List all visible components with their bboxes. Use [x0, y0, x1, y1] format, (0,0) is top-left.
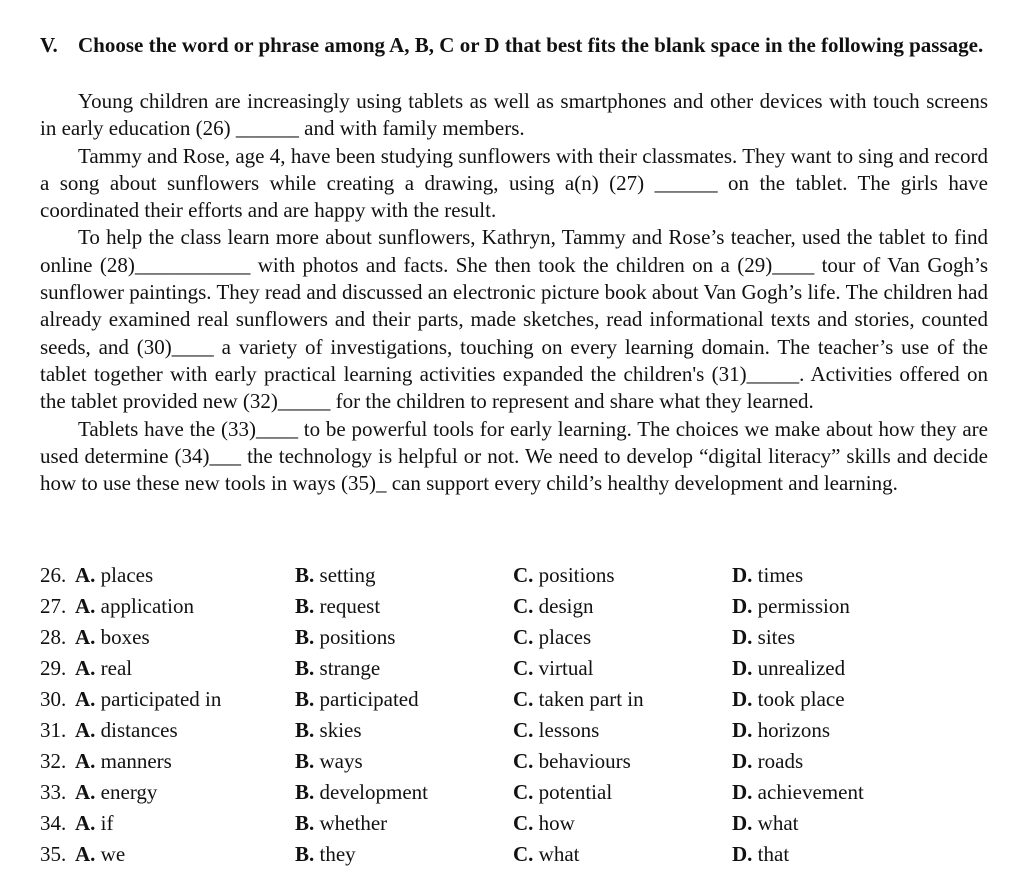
option-text: places	[538, 625, 592, 649]
option-text: they	[319, 842, 356, 866]
option-b[interactable]	[295, 560, 376, 591]
question-number: 32.	[40, 749, 67, 773]
option-c[interactable]	[513, 591, 594, 622]
paragraph-3	[40, 224, 988, 415]
option-a[interactable]	[75, 684, 221, 715]
option-a[interactable]	[75, 591, 194, 622]
option-letter: C.	[513, 625, 534, 649]
option-text: ways	[319, 749, 363, 773]
option-text: what	[538, 842, 580, 866]
option-text: positions	[319, 625, 396, 649]
option-text: how	[538, 811, 575, 835]
option-c[interactable]	[513, 808, 575, 839]
passage-text: tour of Van Gogh’s sunflower paintings. They read and discussed an electronic picture book about Van Gogh’s life. The children had already examined real sunflowers and their parts, made sketches, read informational texts and stories, counted seeds, and (30)	[40, 252, 988, 359]
answer-blank: ___	[209, 443, 242, 468]
answer-blank: _____	[746, 361, 800, 386]
option-letter: B.	[295, 718, 315, 742]
option-a[interactable]	[75, 622, 150, 653]
option-letter: D.	[732, 594, 753, 618]
question-number: 31.	[40, 718, 67, 742]
option-d[interactable]	[732, 777, 864, 808]
option-text: we	[100, 842, 126, 866]
section-heading	[40, 32, 990, 58]
option-b[interactable]	[295, 808, 387, 839]
option-d[interactable]	[732, 839, 789, 870]
option-letter: D.	[732, 749, 753, 773]
option-a[interactable]	[75, 653, 132, 684]
question-number: 27.	[40, 594, 67, 618]
option-c[interactable]	[513, 777, 612, 808]
option-letter: A.	[75, 842, 96, 866]
answer-blank: ____	[256, 416, 298, 441]
option-c[interactable]	[513, 839, 580, 870]
option-letter: B.	[295, 594, 315, 618]
question-row	[40, 591, 988, 622]
answer-blank: ______	[654, 170, 718, 195]
passage-text: Tammy and Rose, age 4, have been studying sunflowers with their classmates. They want to sing and record a song about sunflowers while creating a drawing, using a(n) (27)	[40, 143, 988, 195]
option-b[interactable]	[295, 839, 356, 870]
option-letter: C.	[513, 842, 534, 866]
question-number: 35.	[40, 842, 67, 866]
option-d[interactable]	[732, 715, 830, 746]
option-letter: B.	[295, 687, 315, 711]
option-text: unrealized	[757, 656, 846, 680]
paragraph-2	[40, 143, 988, 225]
answer-blank: ______	[235, 116, 299, 141]
option-text: positions	[538, 563, 615, 587]
answer-blank: ___	[782, 252, 815, 277]
option-b[interactable]	[295, 622, 395, 653]
option-letter: A.	[75, 749, 96, 773]
option-text: sites	[757, 625, 796, 649]
paragraph-1	[40, 88, 988, 143]
passage-text: Tablets have the (33)	[78, 416, 256, 441]
passage-text: for the children to represent and share what they learned.	[330, 389, 814, 414]
option-letter: D.	[732, 718, 753, 742]
option-b[interactable]	[295, 684, 419, 715]
question-row	[40, 839, 988, 870]
question-row	[40, 808, 988, 839]
option-text: setting	[319, 563, 376, 587]
option-text: times	[757, 563, 804, 587]
option-text: distances	[100, 718, 178, 742]
option-b[interactable]	[295, 777, 428, 808]
option-d[interactable]	[732, 591, 850, 622]
option-a[interactable]	[75, 715, 178, 746]
answer-blank: ____	[171, 334, 214, 359]
option-letter: C.	[513, 811, 534, 835]
option-a[interactable]	[75, 839, 125, 870]
option-text: taken part in	[538, 687, 644, 711]
option-text: behaviours	[538, 749, 631, 773]
passage-text: can support every child’s healthy development and learning.	[386, 471, 898, 496]
passage-text: and with family members.	[298, 116, 525, 141]
option-c[interactable]	[513, 746, 631, 777]
option-letter: A.	[75, 625, 96, 649]
passage-text: to be powerful tools for early learning. The choices we make about how they are used determine (34)	[40, 416, 988, 468]
option-letter: A.	[75, 687, 96, 711]
question-number: 26.	[40, 563, 67, 587]
option-c[interactable]	[513, 715, 599, 746]
option-letter: A.	[75, 780, 96, 804]
option-text: that	[757, 842, 790, 866]
option-letter: A.	[75, 718, 96, 742]
option-letter: B.	[295, 780, 315, 804]
option-b[interactable]	[295, 653, 380, 684]
option-text: development	[319, 780, 428, 804]
option-text: request	[319, 594, 381, 618]
question-number: 33.	[40, 780, 67, 804]
option-b[interactable]	[295, 746, 363, 777]
option-letter: C.	[513, 718, 534, 742]
option-text: took place	[757, 687, 845, 711]
passage-text: the technology is helpful or not. We need to develop “digital literacy” skills and decide how to use these new tools in ways (35)	[40, 443, 988, 496]
option-letter: C.	[513, 749, 534, 773]
passage-text: Young children are increasingly using tablets as well as smartphones and other devices with touch screens in early education (26)	[40, 89, 988, 141]
passage-text: with photos and facts. She then took the children on a (29)_	[250, 252, 783, 277]
option-d[interactable]	[732, 560, 803, 591]
question-row	[40, 715, 988, 746]
option-c[interactable]	[513, 560, 615, 591]
passage-text: . Activities offered on the tablet provided new (32)	[40, 361, 988, 414]
option-letter: B.	[295, 656, 315, 680]
option-letter: B.	[295, 749, 315, 773]
option-letter: D.	[732, 687, 753, 711]
option-letter: C.	[513, 656, 534, 680]
option-text: skies	[319, 718, 362, 742]
question-number: 28.	[40, 625, 67, 649]
option-d[interactable]	[732, 808, 799, 839]
answer-blank: _	[375, 471, 387, 496]
reading-passage	[40, 88, 988, 497]
option-letter: A.	[75, 811, 96, 835]
passage-text: a variety of investigations, touching on every learning domain. The teacher’s use of the tablet together with early practical learning activities expanded the children's (31)	[40, 334, 988, 386]
option-letter: D.	[732, 811, 753, 835]
option-letter: C.	[513, 687, 534, 711]
option-c[interactable]	[513, 622, 591, 653]
option-b[interactable]	[295, 591, 380, 622]
option-text: horizons	[757, 718, 830, 742]
answer-blank: ___________	[134, 252, 251, 277]
option-text: places	[100, 563, 154, 587]
option-text: design	[538, 594, 594, 618]
option-text: real	[100, 656, 133, 680]
option-d[interactable]	[732, 653, 845, 684]
option-letter: D.	[732, 625, 753, 649]
option-text: strange	[319, 656, 381, 680]
question-number: 29.	[40, 656, 67, 680]
option-letter: C.	[513, 594, 534, 618]
option-d[interactable]	[732, 746, 803, 777]
section-number: V.	[40, 33, 58, 57]
option-text: virtual	[538, 656, 594, 680]
answer-options-list	[40, 560, 988, 870]
option-text: roads	[757, 749, 804, 773]
option-letter: D.	[732, 842, 753, 866]
option-letter: C.	[513, 563, 534, 587]
option-letter: D.	[732, 780, 753, 804]
option-text: participated in	[100, 687, 222, 711]
option-a[interactable]	[75, 777, 157, 808]
passage-text: To help the class learn more about sunflowers, Kathryn, Tammy and Rose’s teacher, used the tablet to find online (28)	[40, 225, 988, 277]
option-d[interactable]	[732, 622, 795, 653]
question-row	[40, 777, 988, 808]
option-d[interactable]	[732, 684, 845, 715]
option-letter: B.	[295, 811, 315, 835]
question-row	[40, 684, 988, 715]
option-letter: C.	[513, 780, 534, 804]
option-text: if	[100, 811, 114, 835]
question-number: 30.	[40, 687, 67, 711]
option-b[interactable]	[295, 715, 362, 746]
option-text: permission	[757, 594, 850, 618]
option-letter: A.	[75, 563, 96, 587]
question-number: 34.	[40, 811, 67, 835]
option-text: lessons	[538, 718, 600, 742]
option-text: boxes	[100, 625, 150, 649]
option-letter: D.	[732, 656, 753, 680]
option-letter: D.	[732, 563, 753, 587]
option-letter: B.	[295, 563, 315, 587]
option-text: application	[100, 594, 194, 618]
option-text: participated	[319, 687, 419, 711]
passage-text: on the tablet. The girls have coordinated their efforts and are happy with the result.	[40, 170, 988, 223]
paragraph-4	[40, 416, 988, 498]
option-c[interactable]	[513, 684, 644, 715]
option-c[interactable]	[513, 653, 594, 684]
question-row	[40, 622, 988, 653]
option-letter: A.	[75, 594, 96, 618]
option-text: what	[757, 811, 799, 835]
option-a[interactable]	[75, 808, 114, 839]
option-text: manners	[100, 749, 172, 773]
question-row	[40, 653, 988, 684]
option-text: potential	[538, 780, 613, 804]
question-row	[40, 746, 988, 777]
option-a[interactable]	[75, 746, 172, 777]
question-row	[40, 560, 988, 591]
option-a[interactable]	[75, 560, 153, 591]
option-letter: B.	[295, 842, 315, 866]
option-text: achievement	[757, 780, 864, 804]
option-text: energy	[100, 780, 158, 804]
option-text: whether	[319, 811, 388, 835]
option-letter: B.	[295, 625, 315, 649]
section-instruction: Choose the word or phrase among A, B, C or D that best fits the blank space in the following passage.	[78, 33, 984, 57]
option-letter: A.	[75, 656, 96, 680]
answer-blank: _____	[277, 389, 331, 414]
